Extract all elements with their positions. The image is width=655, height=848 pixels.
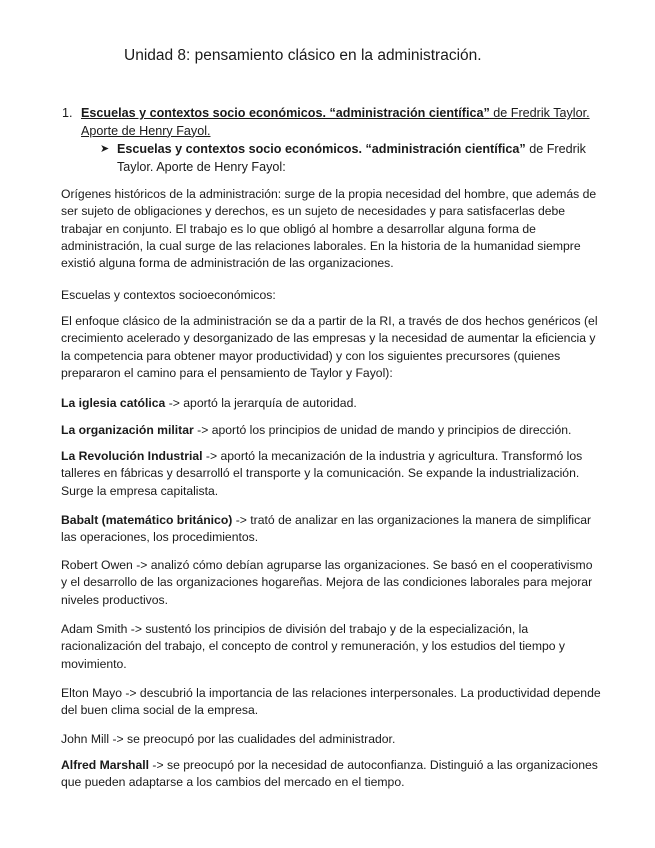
list-item-1-quoted: “administración científica” [325, 106, 490, 120]
list-item-1-bold: Escuelas y contextos socio económicos. [81, 106, 326, 120]
sub-item-text [117, 141, 592, 176]
precursor-name: Babalt (matemático británico) [61, 513, 233, 527]
sub-item-rest: de Fredrik Taylor. Aporte de Henry Fayol: [117, 142, 586, 174]
precursor-item [61, 557, 601, 609]
list-item-1-text [81, 105, 621, 140]
precursor-item [61, 731, 601, 748]
precursor-text: -> sustentó los principios de división del trabajo y de la especialización, la racionalización del trabajo, el concepto de control y remuneración, y los estudios del tiempo y movimiento. [61, 622, 566, 671]
list-item-1-rest-2: Aporte de Henry Fayol. [81, 123, 211, 138]
precursor-name: La organización militar [61, 423, 194, 437]
precursor-text: -> se preocupó por la necesidad de autoconfianza. Distinguió a las organizaciones que pueden adaptarse a los cambios del mercado en el tiempo. [61, 758, 598, 790]
precursor-item [61, 685, 601, 720]
precursor-text: -> descubrió la importancia de las relaciones interpersonales. La productividad depende del buen clima social de la empresa. [61, 686, 601, 718]
paragraph-escuelas: Escuelas y contextos socioeconómicos: [61, 288, 276, 302]
list-number: 1. [62, 106, 73, 120]
precursor-text: -> aportó los principios de unidad de mando y principios de dirección. [193, 423, 572, 437]
arrow-bullet-icon: ➤ [100, 143, 110, 155]
precursor-text: -> aportó la jerarquía de autoridad. [165, 396, 357, 410]
precursor-name: Alfred Marshall [61, 758, 150, 772]
precursor-item [61, 512, 601, 547]
precursor-name: John Mill [61, 732, 110, 746]
precursor-item [61, 621, 601, 673]
precursor-name: Adam Smith [61, 622, 128, 636]
paragraph-origenes: Orígenes históricos de la administración: surge de la propia necesidad del hombre, que además de ser sujeto de obligaciones y derechos, es un sujeto de necesidades y para satisfacerlas debe trabajar en conjunto. El trabajo es lo que obligó al hombre a desarrollar alguna forma de administración, la cual surge de las relaciones laborales. En la historia de la humanidad siempre existió alguna forma de administración de las organizaciones. [61, 187, 597, 271]
precursor-name: Elton Mayo [61, 686, 122, 700]
list-item-1-rest-1: de Fredrik Taylor. [489, 106, 590, 120]
precursor-text: -> aportó la mecanización de la industria y agricultura. Transformó los talleres en fábricas y desarrolló el transporte y la comunicación. Se expande la industrialización. Surge la empresa capitalista. [61, 449, 583, 498]
precursor-item [61, 448, 601, 500]
sub-item-bold: Escuelas y contextos socio económicos. “administración científica” [117, 142, 526, 156]
precursor-name: La Revolución Industrial [61, 449, 203, 463]
precursor-item [61, 757, 601, 792]
precursor-text: -> trató de analizar en las organizaciones la manera de simplificar las operaciones, los procedimientos. [61, 513, 592, 545]
precursor-text: -> se preocupó por las cualidades del administrador. [109, 732, 396, 746]
precursor-item [61, 395, 601, 412]
page-title: Unidad 8: pensamiento clásico en la administración. [124, 47, 482, 64]
precursor-text: -> analizó cómo debían agruparse las organizaciones. Se basó en el cooperativismo y el desarrollo de las organizaciones hogareñas. Mejora de las condiciones laborales para mejorar niveles productivos. [61, 558, 593, 607]
precursor-name: Robert Owen [61, 558, 133, 572]
precursor-item [61, 422, 601, 439]
precursor-name: La iglesia católica [61, 396, 166, 410]
paragraph-enfoque: El enfoque clásico de la administración se da a partir de la RI, a través de dos hechos genéricos (el crecimiento acelerado y desorganizado de las empresas y la necesidad de aumentar la eficiencia y la competencia para obtener mayor productividad) y con los siguientes precursores (quienes prepararon el camino para el pensamiento de Taylor y Fayol): [61, 314, 598, 380]
